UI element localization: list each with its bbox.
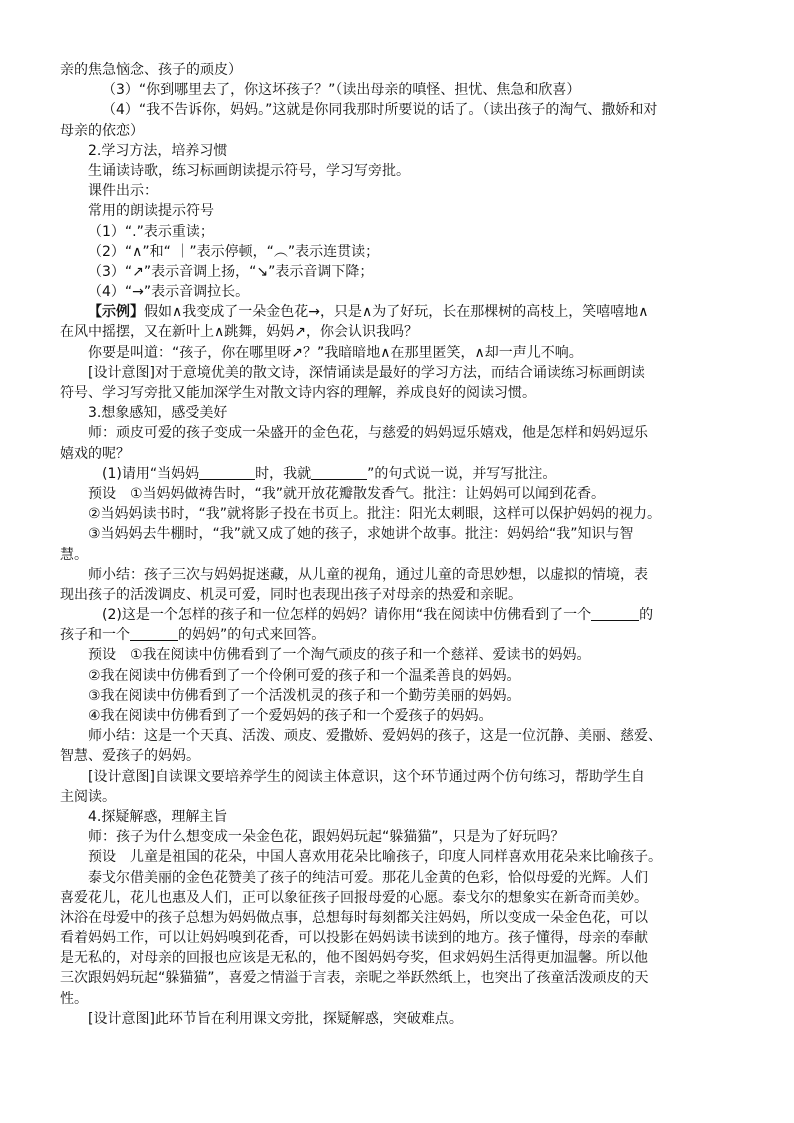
- text-segment: （3）“你到哪里去了，你这坏孩子？”（读出母亲的嗔怪、担忧、焦急和欣喜）: [102, 82, 581, 99]
- text-line: [60, 767, 736, 787]
- text-line: [60, 645, 736, 665]
- text-line: [60, 524, 736, 544]
- text-segment: （4）“我不告诉你，妈妈。”这就是你同我那时所要说的话了。（读出孩子的淘气、撒娇和对: [102, 102, 658, 119]
- text-segment: 师：顽皮可爱的孩子变成一朵盛开的金色花，与慈爱的妈妈逗乐嬉戏，他是怎样和妈妈逗乐: [88, 425, 648, 442]
- text-line: [60, 726, 736, 746]
- text-segment: 主阅读。: [60, 788, 116, 805]
- text-line: [60, 100, 736, 120]
- text-line: [60, 888, 736, 908]
- text-line: [60, 746, 736, 766]
- fill-in-blank: [311, 465, 367, 480]
- text-segment: ”的句式说一说，并写写批注。: [367, 465, 557, 482]
- text-segment: 预设 ①我在阅读中仿佛看到了一个淘气顽皮的孩子和一个慈祥、爱读书的妈妈。: [88, 647, 591, 664]
- text-segment: （4）“→”表示音调拉长。: [88, 284, 250, 301]
- text-segment: 常用的朗读提示符号: [88, 203, 214, 220]
- text-line: [60, 625, 736, 645]
- text-segment: [设计意图]对于意境优美的散文诗，深情诵读是最好的学习方法，而结合诵读练习标画朗读: [88, 364, 645, 381]
- text-line: [60, 827, 736, 847]
- text-segment: 的: [639, 607, 654, 624]
- text-line: [60, 423, 736, 443]
- text-line: [60, 161, 736, 181]
- text-line: [60, 807, 736, 827]
- text-segment: 2.学习方法，培养习惯: [88, 142, 228, 159]
- text-line: [60, 141, 736, 161]
- text-line: [60, 444, 736, 464]
- text-segment: 生诵读诗歌，练习标画朗读提示符号，学习写旁批。: [88, 162, 410, 179]
- text-line: [60, 989, 736, 1009]
- fill-in-blank: [591, 606, 639, 621]
- text-segment: 4.探疑解惑，理解主旨: [88, 808, 228, 825]
- fill-in-blank: [130, 626, 178, 641]
- text-segment: 母亲的依恋）: [60, 122, 144, 139]
- text-segment: 在风中摇摆，又在新叶上∧跳舞，妈妈↗，你会认识我吗？: [60, 324, 418, 341]
- text-segment: 3.想象感知，感受美好: [88, 405, 228, 422]
- text-segment: ③我在阅读中仿佛看到了一个活泼机灵的孩子和一个勤劳美丽的妈妈。: [88, 687, 521, 704]
- text-segment: （2）“∧”和“ ｜”表示停顿，“︵”表示连贯读；: [88, 243, 380, 260]
- text-segment: 沐浴在母爱中的孩子总想为妈妈做点事，总想每时每刻都关注妈妈，所以变成一朵金色花，可以: [60, 909, 648, 926]
- text-line: [60, 80, 736, 100]
- text-segment: 是无私的，对母亲的回报也应该是无私的，他不图妈妈夸奖，但求妈妈生活得更加温馨。所以他: [60, 950, 648, 967]
- text-line: [60, 322, 736, 342]
- text-line: [60, 585, 736, 605]
- text-line: [60, 363, 736, 383]
- text-segment: 性。: [60, 990, 88, 1007]
- text-segment: ②我在阅读中仿佛看到了一个伶俐可爱的孩子和一个温柔善良的妈妈。: [88, 667, 521, 684]
- text-line: [60, 403, 736, 423]
- text-line: [60, 504, 736, 524]
- text-segment: 智慧、爱孩子的妈妈。: [60, 748, 200, 765]
- text-line: [60, 242, 736, 262]
- text-line: [60, 343, 736, 363]
- text-segment: 你要是叫道：“孩子，你在哪里呀↗？”我暗暗地∧在那里匿笑，∧却一声儿不响。: [88, 344, 583, 361]
- text-line: [60, 968, 736, 988]
- text-segment: (1)请用“当妈妈: [102, 465, 200, 482]
- text-line: [60, 666, 736, 686]
- text-line: [60, 60, 736, 80]
- text-segment: 喜爱花儿，花儿也惠及人们，正可以象征孩子回报母爱的心愿。泰戈尔的想象实在新奇而美妙。: [60, 889, 648, 906]
- text-segment: 的妈妈”的句式来回答。: [178, 627, 326, 644]
- text-segment: 嬉戏的呢？: [60, 445, 130, 462]
- text-segment: （1）“.”表示重读；: [88, 223, 214, 240]
- text-segment: 师小结：孩子三次与妈妈捉迷藏，从儿童的视角，通过儿童的奇思妙想，以虚拟的情境，表: [88, 566, 648, 583]
- text-line: [60, 545, 736, 565]
- text-line: [60, 464, 736, 484]
- text-segment: ④我在阅读中仿佛看到了一个爱妈妈的孩子和一个爱孩子的妈妈。: [88, 708, 493, 724]
- text-segment: 师小结：这是一个天真、活泼、顽皮、爱撒娇、爱妈妈的孩子，这是一位沉静、美丽、慈爱、: [88, 728, 662, 745]
- text-segment: 师：孩子为什么想变成一朵金色花，跟妈妈玩起“躲猫猫”，只是为了好玩吗？: [88, 829, 565, 846]
- text-segment: ③当妈妈去牛棚时，“我”就又成了她的孩子，求她讲个故事。批注：妈妈给“我”知识与智: [88, 526, 634, 543]
- text-line: [60, 686, 736, 706]
- text-line: [60, 201, 736, 221]
- example-tag: 【示例】: [88, 304, 144, 321]
- text-line: [60, 565, 736, 585]
- text-segment: 符号、学习写旁批又能加深学生对散文诗内容的理解，养成良好的阅读习惯。: [60, 385, 536, 401]
- text-line: [60, 222, 736, 242]
- text-line: [60, 383, 736, 403]
- text-segment: 孩子和一个: [60, 627, 130, 644]
- text-line: [60, 706, 736, 726]
- text-line: [60, 181, 736, 201]
- text-segment: 泰戈尔借美丽的金色花赞美了孩子的纯洁可爱。那花儿金黄的色彩，恰似母爱的光辉。人们: [88, 869, 648, 886]
- text-segment: ②当妈妈读书时，“我”就将影子投在书页上。批注：阳光太刺眼，这样可以保护妈妈的视力。: [88, 506, 662, 523]
- text-segment: 预设 ①当妈妈做祷告时，“我”就开放花瓣散发香气。批注：让妈妈可以闻到花香。: [88, 485, 606, 502]
- text-line: [60, 484, 736, 504]
- text-line: [60, 908, 736, 928]
- text-segment: （3）“↗”表示音调上扬，“↘”表示音调下降；: [88, 263, 374, 280]
- document-page: [60, 60, 736, 1029]
- text-segment: 【示例】假如∧我变成了一朵金色花→，只是∧为了好玩，长在那棵树的高枝上，笑嘻嘻地∧: [88, 304, 649, 321]
- text-line: [60, 847, 736, 867]
- text-segment: 看着妈妈工作，可以让妈妈嗅到花香，可以投影在妈妈读书读到的地方。孩子懂得，母亲的奉献: [60, 930, 648, 947]
- text-segment: [设计意图]此环节旨在利用课文旁批，探疑解惑，突破难点。: [88, 1010, 463, 1027]
- text-segment: 时，我就: [255, 465, 312, 482]
- text-segment: 慧。: [60, 546, 88, 563]
- text-segment: (2)这是一个怎样的孩子和一位怎样的妈妈？请你用“我在阅读中仿佛看到了一个: [102, 607, 592, 624]
- text-line: [60, 302, 736, 322]
- text-line: [60, 605, 736, 625]
- text-line: [60, 928, 736, 948]
- text-line: [60, 1009, 736, 1029]
- text-segment: 亲的焦急恼念、孩子的顽皮）: [60, 62, 242, 78]
- text-line: [60, 868, 736, 888]
- text-line: [60, 121, 736, 141]
- text-line: [60, 948, 736, 968]
- text-line: [60, 787, 736, 807]
- text-segment: 现出孩子的活泼调皮、机灵可爱，同时也表现出孩子对母亲的热爱和亲昵。: [60, 586, 522, 603]
- fill-in-blank: [199, 465, 255, 480]
- text-segment: 预设 儿童是祖国的花朵，中国人喜欢用花朵比喻孩子，印度人同样喜欢用花朵来比喻孩子。: [88, 849, 662, 866]
- text-segment: [设计意图]自读课文要培养学生的阅读主体意识，这个环节通过两个仿句练习，帮助学生自: [88, 768, 645, 785]
- text-line: [60, 282, 736, 302]
- text-line: [60, 262, 736, 282]
- text-segment: 课件出示：: [88, 183, 158, 200]
- text-segment: 三次跟妈妈玩起“躲猫猫”，喜爱之情溢于言表，亲昵之举跃然纸上，也突出了孩童活泼顽皮的天: [60, 970, 649, 987]
